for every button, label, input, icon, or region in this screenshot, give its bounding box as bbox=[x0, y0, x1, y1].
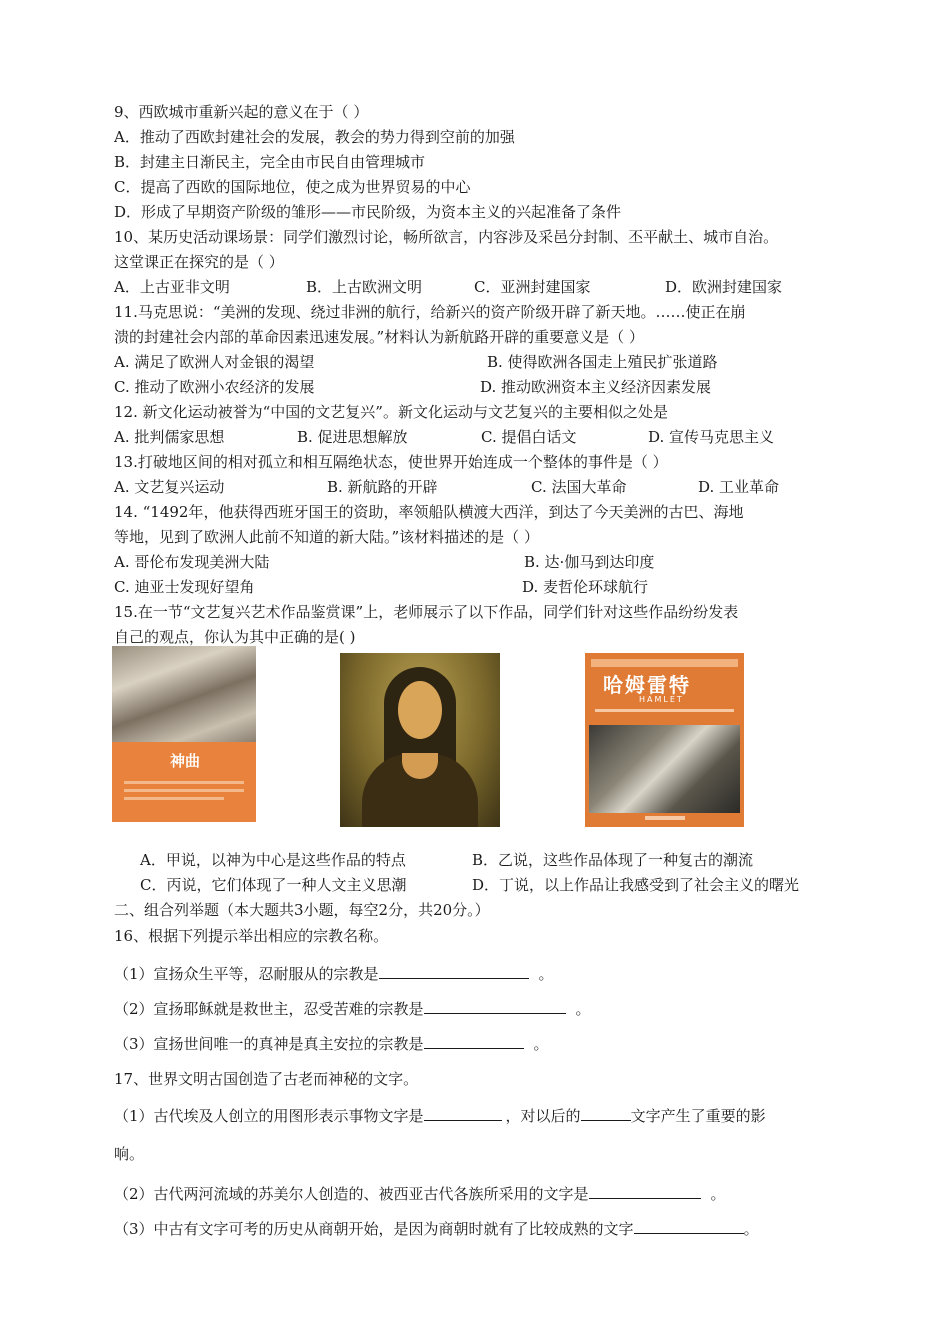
q13-stem: 13.打破地区间的相对孤立和相互隔绝状态，使世界开始连成一个整体的事件是（ ） bbox=[114, 453, 668, 471]
portrait-face bbox=[398, 681, 442, 739]
q15-stem-line2: 自己的观点，你认为其中正确的是( ) bbox=[114, 628, 356, 646]
q16-sub3-end: 。 bbox=[533, 1035, 549, 1053]
q17-sub2 bbox=[114, 1183, 726, 1204]
q16-sub2 bbox=[114, 998, 591, 1019]
q11-option-b: B. 使得欧洲各国走上殖民扩张道路 bbox=[487, 353, 718, 371]
hamlet-book-image bbox=[585, 653, 744, 827]
q16-sub2-text: （2）宣扬耶稣就是救世主，忍受苦难的宗教是 bbox=[114, 1000, 424, 1018]
q15-stem-line1: 15.在一节“文艺复兴艺术作品鉴赏课”上，老师展示了以下作品，同学们针对这些作品纷纷发表 bbox=[114, 603, 739, 621]
q11-stem-line2: 溃的封建社会内部的革命因素迅速发展。”材料认为新航路开辟的重要意义是（ ） bbox=[114, 328, 644, 346]
q14-option-a: A. 哥伦布发现美洲大陆 bbox=[114, 553, 270, 571]
q16-sub2-end: 。 bbox=[575, 1000, 591, 1018]
q9-option-c: C．提高了西欧的国际地位，使之成为世界贸易的中心 bbox=[114, 178, 471, 196]
q17-sub1-text-c: 文字产生了重要的影 bbox=[630, 1107, 766, 1125]
q14-stem-line1: 14. “1492年，他获得西班牙国王的资助，率领船队横渡大西洋，到达了今天美洲的古巴、海地 bbox=[114, 503, 744, 521]
q15-option-c: C．丙说，它们体现了一种人文主义思潮 bbox=[140, 876, 407, 894]
hamlet-cover-art bbox=[589, 725, 740, 813]
q17-blank2[interactable] bbox=[581, 1105, 631, 1121]
q17-sub1-cont: 响。 bbox=[114, 1145, 145, 1163]
cover-top-strip bbox=[591, 659, 738, 667]
q16-sub1-text: （1）宣扬众生平等，忍耐服从的宗教是 bbox=[114, 965, 379, 983]
q14-option-b: B. 达·伽马到达印度 bbox=[524, 553, 655, 571]
q17-blank1[interactable] bbox=[424, 1105, 502, 1121]
q10-stem-line2: 这堂课正在探究的是（ ） bbox=[114, 253, 284, 271]
q11-stem-line1: 11.马克思说：“美洲的发现、绕过非洲的航行，给新兴的资产阶级开辟了新天地。……使正在崩 bbox=[114, 303, 746, 321]
q13-option-a: A. 文艺复兴运动 bbox=[114, 478, 225, 496]
q17-sub3 bbox=[114, 1218, 759, 1239]
q16-sub3 bbox=[114, 1033, 549, 1054]
q12-stem: 12. 新文化运动被誉为“中国的文艺复兴”。新文化运动与文艺复兴的主要相似之处是 bbox=[114, 403, 668, 421]
q17-blank4[interactable] bbox=[634, 1218, 744, 1234]
cover-text-line bbox=[124, 781, 244, 784]
q11-option-a: A. 满足了欧洲人对金银的渴望 bbox=[114, 353, 315, 371]
q9-stem: 9、西欧城市重新兴起的意义在于（ ） bbox=[114, 103, 369, 121]
cover-text-line bbox=[124, 789, 244, 792]
q15-option-b: B．乙说，这些作品体现了一种复古的潮流 bbox=[472, 851, 754, 869]
q17-sub1 bbox=[114, 1105, 766, 1126]
q17-sub2-text: （2）古代两河流域的苏美尔人创造的、被西亚古代各族所采用的文字是 bbox=[114, 1185, 589, 1203]
q14-option-c: C. 迪亚士发现好望角 bbox=[114, 578, 255, 596]
q9-option-a: A．推动了西欧封建社会的发展，教会的势力得到空前的加强 bbox=[114, 128, 515, 146]
q9-option-d: D．形成了早期资产阶级的雏形——市民阶级，为资本主义的兴起准备了条件 bbox=[114, 203, 622, 221]
cover-text-line bbox=[595, 709, 734, 712]
q13-option-b: B. 新航路的开辟 bbox=[327, 478, 438, 496]
q15-option-a: A．甲说，以神为中心是这些作品的特点 bbox=[140, 851, 406, 869]
q10-option-c: C．亚洲封建国家 bbox=[474, 278, 591, 296]
engraving-illustration bbox=[112, 646, 256, 742]
q10-option-d: D．欧洲封建国家 bbox=[665, 278, 783, 296]
q17-sub1-text-b: ，对以后的 bbox=[505, 1107, 581, 1125]
q16-blank3[interactable] bbox=[424, 1033, 524, 1049]
q10-stem-line1: 10、某历史活动课场景：同学们激烈讨论，畅所欲言，内容涉及采邑分封制、丕平献土、城市自治。 bbox=[114, 228, 779, 246]
hamlet-subtitle: HAMLET bbox=[639, 695, 684, 704]
q16-sub3-text: （3）宣扬世间唯一的真神是真主安拉的宗教是 bbox=[114, 1035, 424, 1053]
q13-option-d: D. 工业革命 bbox=[698, 478, 780, 496]
q13-option-c: C. 法国大革命 bbox=[531, 478, 627, 496]
q12-option-c: C. 提倡白话文 bbox=[481, 428, 577, 446]
q9-option-b: B．封建主日渐民主，完全由市民自由管理城市 bbox=[114, 153, 426, 171]
q11-option-c: C. 推动了欧洲小农经济的发展 bbox=[114, 378, 315, 396]
divine-comedy-book-image bbox=[112, 646, 256, 822]
q12-option-d: D. 宣传马克思主义 bbox=[648, 428, 775, 446]
mona-lisa-painting-image bbox=[340, 653, 500, 827]
q17-stem: 17、世界文明古国创造了古老而神秘的文字。 bbox=[114, 1070, 419, 1088]
q16-blank2[interactable] bbox=[424, 998, 566, 1014]
q16-stem: 16、根据下列提示举出相应的宗教名称。 bbox=[114, 927, 389, 945]
q10-option-b: B．上古欧洲文明 bbox=[306, 278, 423, 296]
divine-comedy-title: 神曲 bbox=[170, 752, 201, 770]
q14-option-d: D. 麦哲伦环球航行 bbox=[522, 578, 649, 596]
q10-option-a: A．上古亚非文明 bbox=[114, 278, 230, 296]
q15-option-d: D．丁说，以上作品让我感受到了社会主义的曙光 bbox=[472, 876, 800, 894]
hamlet-title: 哈姆雷特 bbox=[603, 673, 691, 697]
q17-sub2-end: 。 bbox=[710, 1185, 726, 1203]
q12-option-b: B. 促进思想解放 bbox=[297, 428, 408, 446]
q11-option-d: D. 推动欧洲资本主义经济因素发展 bbox=[480, 378, 712, 396]
q17-sub3-end: 。 bbox=[743, 1220, 759, 1238]
q16-sub1-end: 。 bbox=[538, 965, 554, 983]
q16-sub1 bbox=[114, 963, 554, 984]
section-2-heading: 二、组合列举题（本大题共3小题，每空2分，共20分。） bbox=[114, 901, 490, 919]
q17-blank3[interactable] bbox=[589, 1183, 701, 1199]
q14-stem-line2: 等地，见到了欧洲人此前不知道的新大陆。”该材料描述的是（ ） bbox=[114, 528, 539, 546]
q17-sub3-text: （3）中古有文字可考的历史从商朝开始，是因为商朝时就有了比较成熟的文字 bbox=[114, 1220, 634, 1238]
q16-blank1[interactable] bbox=[379, 963, 529, 979]
q17-sub1-text-a: （1）古代埃及人创立的用图形表示事物文字是 bbox=[114, 1107, 424, 1125]
cover-text-line bbox=[124, 797, 224, 800]
publisher-mark bbox=[645, 816, 685, 820]
q12-option-a: A. 批判儒家思想 bbox=[114, 428, 225, 446]
